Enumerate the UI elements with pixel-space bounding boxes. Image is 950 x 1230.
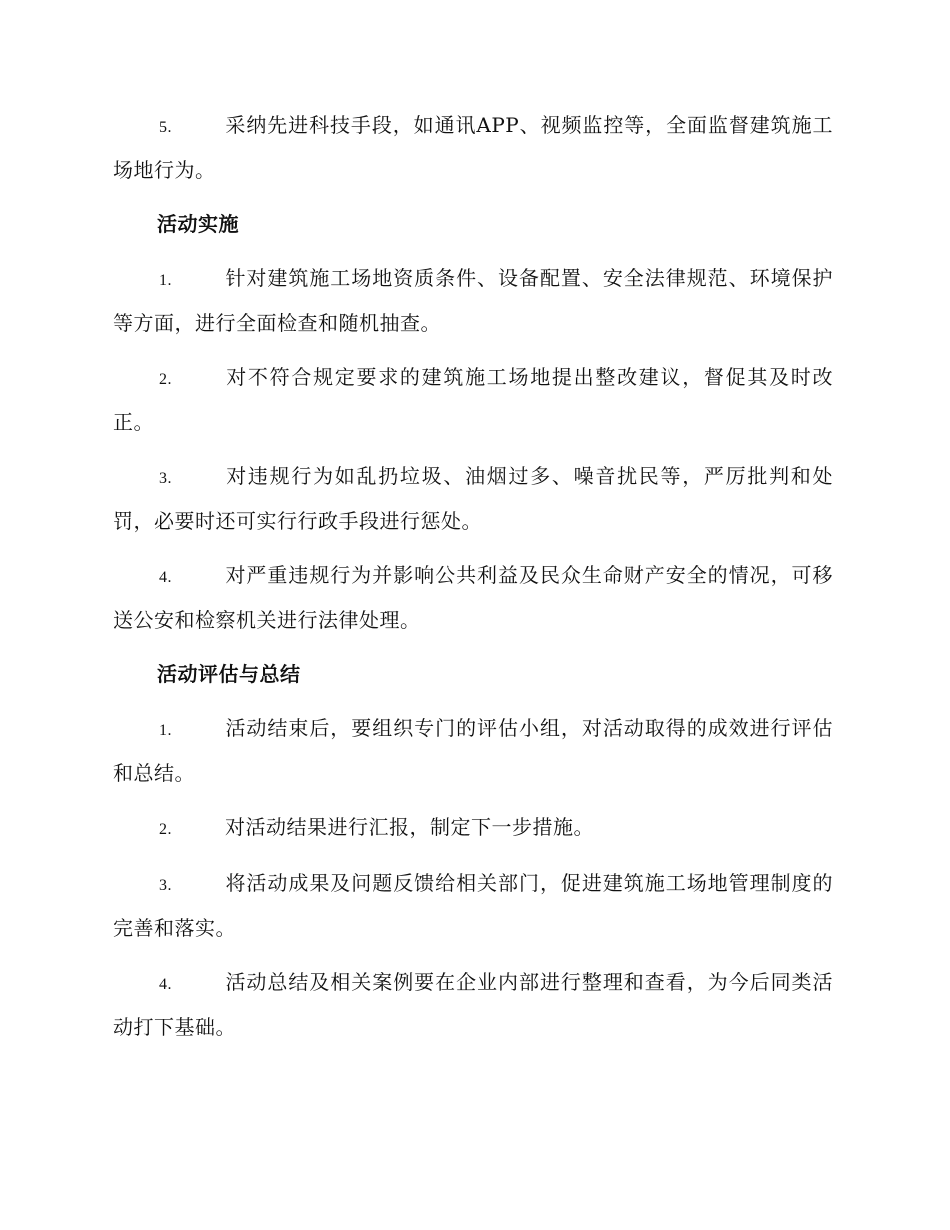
document-body bbox=[113, 104, 833, 1060]
item-number: 3. bbox=[159, 470, 172, 487]
list-item bbox=[113, 961, 833, 1049]
item-text: 对严重违规行为并影响公共利益及民众生命财产安全的情况，可移送公安和检察机关进行法律处理。 bbox=[113, 563, 833, 632]
list-item bbox=[113, 455, 833, 543]
item-text: 对活动结果进行汇报，制定下一步措施。 bbox=[225, 815, 594, 839]
item-text: 活动总结及相关案例要在企业内部进行整理和查看，为今后同类活动打下基础。 bbox=[113, 970, 833, 1039]
item-text: 针对建筑施工场地资质条件、设备配置、安全法律规范、环境保护等方面，进行全面检查和随机抽查。 bbox=[113, 266, 833, 335]
section-heading-evaluation: 活动评估与总结 bbox=[157, 662, 301, 686]
item-number: 1. bbox=[159, 272, 172, 289]
item-number: 4. bbox=[159, 976, 172, 993]
item-number: 3. bbox=[159, 877, 172, 894]
list-item bbox=[113, 554, 833, 642]
list-item bbox=[113, 707, 833, 795]
list-item bbox=[113, 257, 833, 345]
list-item bbox=[113, 356, 833, 444]
item-number: 2. bbox=[159, 371, 172, 388]
item-number: 2. bbox=[159, 821, 172, 838]
item-number: 1. bbox=[159, 722, 172, 739]
item-text: 对违规行为如乱扔垃圾、油烟过多、噪音扰民等，严厉批判和处罚，必要时还可实行行政手段进行惩处。 bbox=[113, 464, 833, 533]
list-item bbox=[113, 104, 833, 192]
item-text: 采纳先进科技手段，如通讯APP、视频监控等，全面监督建筑施工场地行为。 bbox=[113, 113, 833, 182]
section-heading-implementation: 活动实施 bbox=[157, 212, 239, 236]
list-item bbox=[113, 862, 833, 950]
item-text: 活动结束后，要组织专门的评估小组，对活动取得的成效进行评估和总结。 bbox=[113, 716, 833, 785]
item-text: 对不符合规定要求的建筑施工场地提出整改建议，督促其及时改正。 bbox=[113, 365, 833, 434]
list-item bbox=[113, 806, 833, 851]
item-text: 将活动成果及问题反馈给相关部门，促进建筑施工场地管理制度的完善和落实。 bbox=[113, 871, 833, 940]
item-number: 5. bbox=[159, 119, 172, 136]
item-number: 4. bbox=[159, 569, 172, 586]
